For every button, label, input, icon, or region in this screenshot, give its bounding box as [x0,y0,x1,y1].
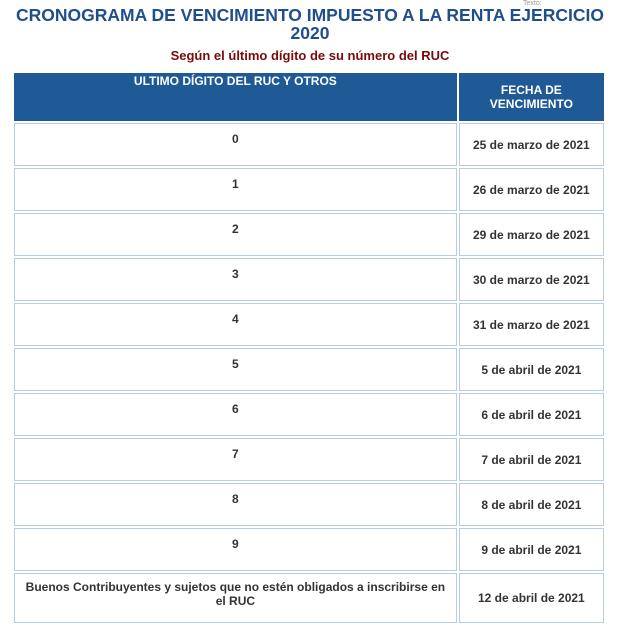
ruc-digit-cell: 9 [14,528,457,571]
table-header-row [14,73,604,121]
due-date-cell: 29 de marzo de 2021 [459,213,604,256]
ruc-digit-cell: 6 [14,393,457,436]
due-date-cell: 7 de abril de 2021 [459,438,604,481]
table-row [14,483,604,526]
table-row [14,213,604,256]
table-row [14,123,604,166]
due-date-cell: 6 de abril de 2021 [459,393,604,436]
ruc-digit-cell: 2 [14,213,457,256]
header-ruc-digit: ULTIMO DÍGITO DEL RUC Y OTROS [14,73,457,121]
table-row [14,258,604,301]
ruc-digit-cell: 3 [14,258,457,301]
table-row [14,168,604,211]
due-date-cell: 5 de abril de 2021 [459,348,604,391]
due-date-cell: 30 de marzo de 2021 [459,258,604,301]
page-title: CRONOGRAMA DE VENCIMIENTO IMPUESTO A LA RENTA EJERCICIO 2020 [16,5,604,43]
ruc-digit-cell: 8 [14,483,457,526]
table-row [14,438,604,481]
table-row [14,528,604,571]
due-date-cell: 26 de marzo de 2021 [459,168,604,211]
table-row [14,348,604,391]
due-date-cell: 12 de abril de 2021 [459,573,604,623]
table-row [14,303,604,346]
ruc-digit-cell: 4 [14,303,457,346]
ruc-digit-cell: 7 [14,438,457,481]
table-row [14,573,604,623]
table-row [14,393,604,436]
due-date-cell: 8 de abril de 2021 [459,483,604,526]
header-due-date: FECHA DE VENCIMIENTO [459,73,604,121]
due-date-cell: 25 de marzo de 2021 [459,123,604,166]
corner-label: Texto: [523,0,542,7]
ruc-digit-cell: 0 [14,123,457,166]
page-subtitle: Según el último dígito de su número del RUC [170,48,450,63]
due-date-cell: 31 de marzo de 2021 [459,303,604,346]
ruc-digit-cell: 5 [14,348,457,391]
ruc-digit-cell: 1 [14,168,457,211]
ruc-digit-cell: Buenos Contribuyentes y sujetos que no estén obligados a inscribirse en el RUC [14,573,457,623]
due-date-cell: 9 de abril de 2021 [459,528,604,571]
schedule-table [12,71,606,625]
